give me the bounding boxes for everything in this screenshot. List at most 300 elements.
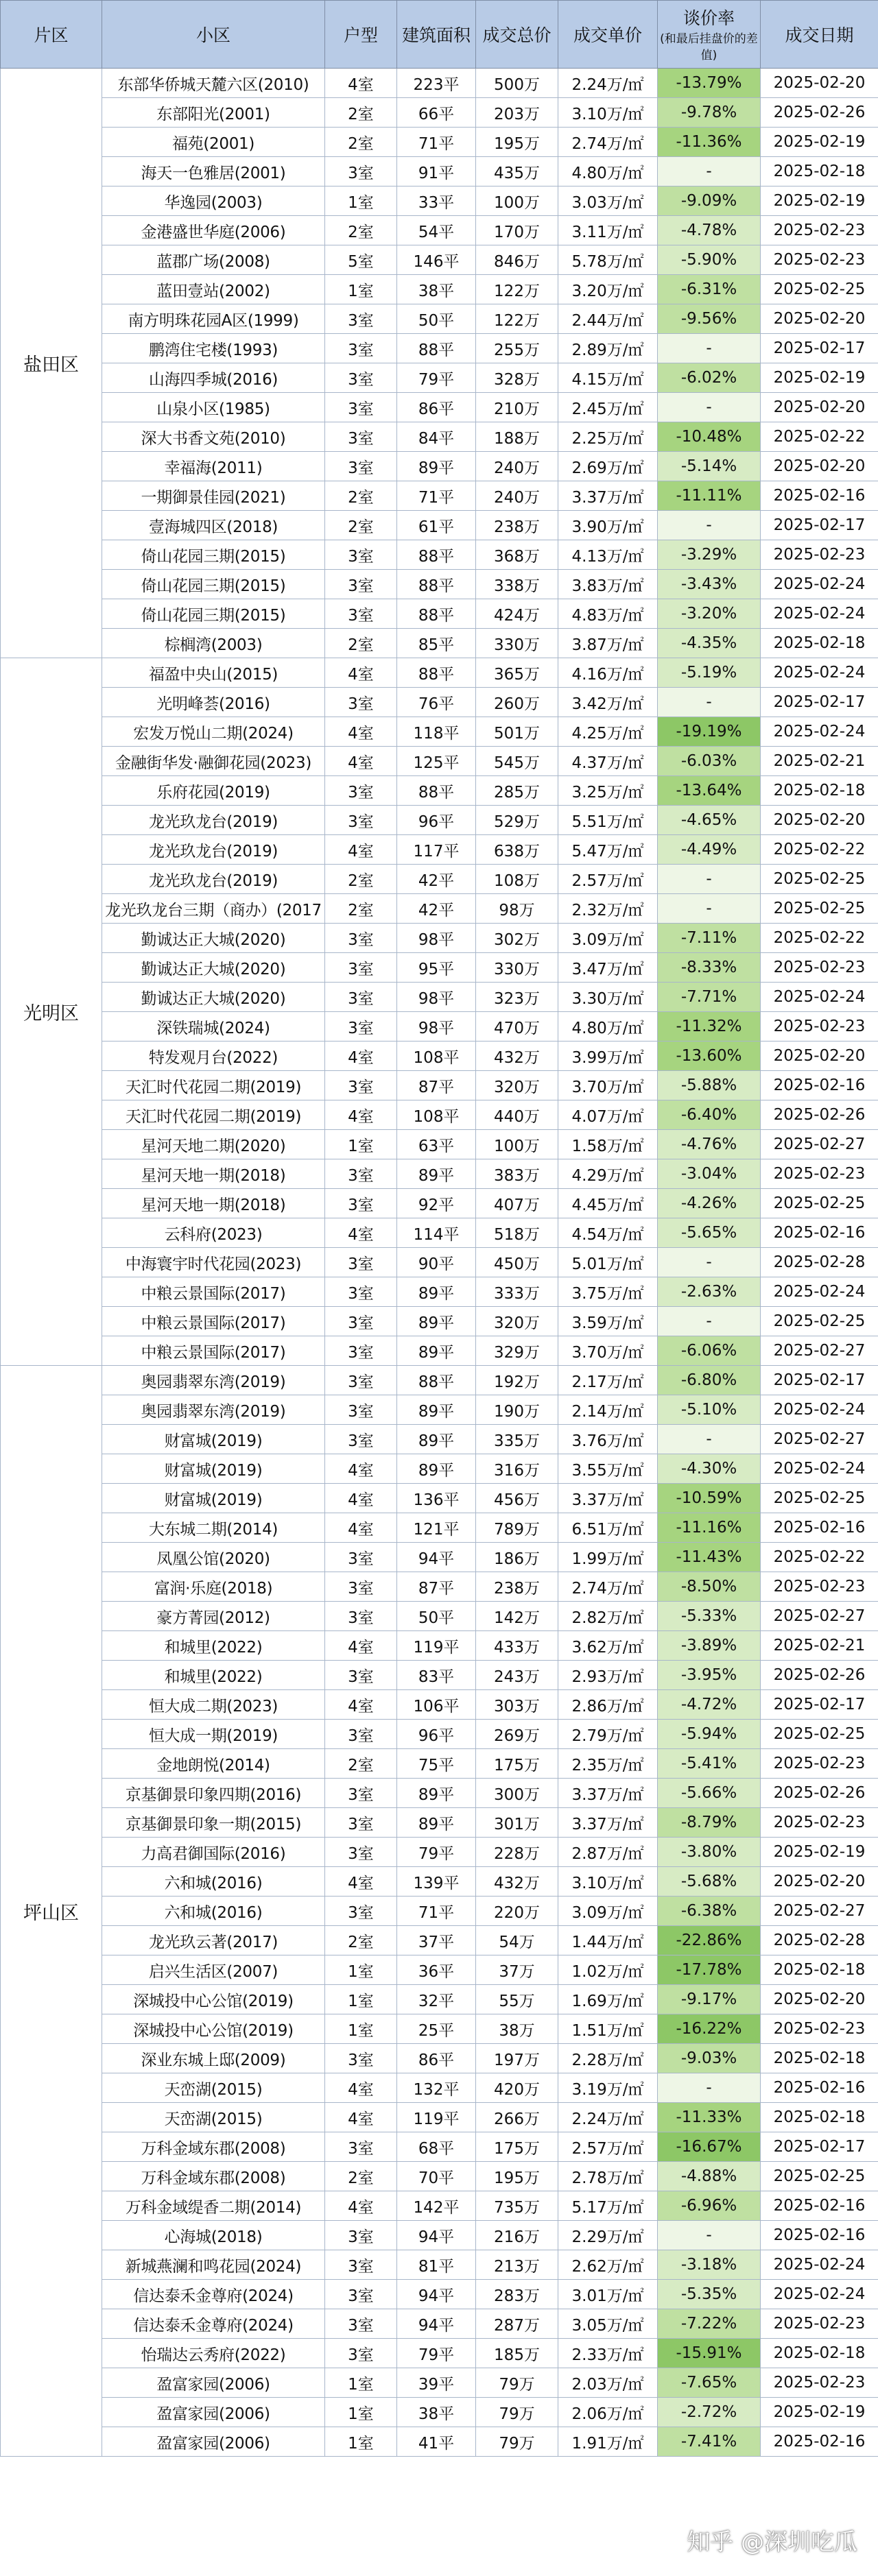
discount-cell: -13.64%: [658, 776, 761, 806]
discount-cell: -13.60%: [658, 1042, 761, 1071]
date-cell: 2025-02-24: [761, 717, 878, 747]
total-cell: 269万: [476, 1720, 558, 1749]
discount-cell: -8.79%: [658, 1808, 761, 1838]
name-cell: 华逸园(2003): [102, 186, 325, 216]
size-cell: 106平: [397, 1690, 476, 1720]
discount-cell: -9.56%: [658, 304, 761, 334]
unit-cell: 2.24万/㎡: [558, 69, 658, 98]
unit-cell: 2.25万/㎡: [558, 422, 658, 452]
name-cell: 深城投中心公馆(2019): [102, 1985, 325, 2014]
size-cell: 119平: [397, 2103, 476, 2132]
discount-cell: -5.65%: [658, 1218, 761, 1248]
table-row: [1, 1277, 878, 1307]
date-cell: 2025-02-18: [761, 2339, 878, 2368]
date-cell: 2025-02-23: [761, 2368, 878, 2398]
discount-cell: -6.06%: [658, 1336, 761, 1366]
total-cell: 285万: [476, 776, 558, 806]
name-cell: 南方明珠花园A区(1999): [102, 304, 325, 334]
header-discount-note: (和最后挂盘价的差值): [660, 32, 758, 62]
discount-cell: -3.89%: [658, 1631, 761, 1661]
date-cell: 2025-02-22: [761, 924, 878, 953]
name-cell: 东部阳光(2001): [102, 98, 325, 128]
size-cell: 36平: [397, 1955, 476, 1985]
name-cell: 东部华侨城天麓六区(2010): [102, 69, 325, 98]
size-cell: 98平: [397, 1012, 476, 1042]
table-row: [1, 1248, 878, 1277]
size-cell: 37平: [397, 1926, 476, 1955]
name-cell: 六和城(2016): [102, 1867, 325, 1897]
date-cell: 2025-02-20: [761, 393, 878, 422]
table-row: [1, 1661, 878, 1690]
date-cell: 2025-02-25: [761, 1189, 878, 1218]
total-cell: 545万: [476, 747, 558, 776]
total-cell: 335万: [476, 1425, 558, 1454]
size-cell: 87平: [397, 1071, 476, 1100]
table-row: [1, 1985, 878, 2014]
table-row: [1, 1897, 878, 1926]
name-cell: 深铁瑞城(2024): [102, 1012, 325, 1042]
type-cell: 1室: [325, 2427, 397, 2457]
total-cell: 500万: [476, 69, 558, 98]
type-cell: 2室: [325, 1926, 397, 1955]
unit-cell: 3.05万/㎡: [558, 2309, 658, 2339]
table-row: [1, 2339, 878, 2368]
size-cell: 136平: [397, 1484, 476, 1513]
name-cell: 深大书香文苑(2010): [102, 422, 325, 452]
unit-cell: 6.51万/㎡: [558, 1513, 658, 1543]
table-row: [1, 2280, 878, 2309]
size-cell: 79平: [397, 1838, 476, 1867]
name-cell: 财富城(2019): [102, 1425, 325, 1454]
table-row: [1, 776, 878, 806]
date-cell: 2025-02-18: [761, 157, 878, 186]
name-cell: 恒大成一期(2019): [102, 1720, 325, 1749]
name-cell: 壹海城四区(2018): [102, 511, 325, 540]
total-cell: 456万: [476, 1484, 558, 1513]
discount-cell: -2.72%: [658, 2398, 761, 2427]
total-cell: 100万: [476, 186, 558, 216]
date-cell: 2025-02-16: [761, 481, 878, 511]
total-cell: 301万: [476, 1808, 558, 1838]
size-cell: 88平: [397, 334, 476, 363]
unit-cell: 3.19万/㎡: [558, 2073, 658, 2103]
unit-cell: 2.33万/㎡: [558, 2339, 658, 2368]
discount-cell: -: [658, 1307, 761, 1336]
date-cell: 2025-02-16: [761, 2221, 878, 2250]
date-cell: 2025-02-25: [761, 1720, 878, 1749]
total-cell: 238万: [476, 1572, 558, 1602]
type-cell: 3室: [325, 1602, 397, 1631]
unit-cell: 2.62万/㎡: [558, 2250, 658, 2280]
table-row: [1, 2309, 878, 2339]
type-cell: 3室: [325, 1307, 397, 1336]
size-cell: 25平: [397, 2014, 476, 2044]
type-cell: 3室: [325, 2044, 397, 2073]
unit-cell: 3.10万/㎡: [558, 98, 658, 128]
name-cell: 福苑(2001): [102, 128, 325, 157]
name-cell: 幸福海(2011): [102, 452, 325, 481]
total-cell: 529万: [476, 806, 558, 835]
unit-cell: 2.74万/㎡: [558, 128, 658, 157]
name-cell: 万科金域东郡(2008): [102, 2132, 325, 2162]
date-cell: 2025-02-16: [761, 1218, 878, 1248]
unit-cell: 4.25万/㎡: [558, 717, 658, 747]
unit-cell: 5.17万/㎡: [558, 2191, 658, 2221]
date-cell: 2025-02-24: [761, 2250, 878, 2280]
discount-cell: -9.78%: [658, 98, 761, 128]
unit-cell: 3.30万/㎡: [558, 983, 658, 1012]
type-cell: 5室: [325, 245, 397, 275]
total-cell: 320万: [476, 1071, 558, 1100]
date-cell: 2025-02-27: [761, 1602, 878, 1631]
size-cell: 71平: [397, 481, 476, 511]
name-cell: 京基御景印象四期(2016): [102, 1779, 325, 1808]
name-cell: 信达泰禾金尊府(2024): [102, 2280, 325, 2309]
type-cell: 1室: [325, 186, 397, 216]
discount-cell: -10.59%: [658, 1484, 761, 1513]
discount-cell: -5.14%: [658, 452, 761, 481]
unit-cell: 4.07万/㎡: [558, 1100, 658, 1130]
discount-cell: -11.16%: [658, 1513, 761, 1543]
table-row: [1, 275, 878, 304]
size-cell: 96平: [397, 806, 476, 835]
name-cell: 盈富家园(2006): [102, 2427, 325, 2457]
total-cell: 420万: [476, 2073, 558, 2103]
header-discount: [658, 1, 761, 69]
type-cell: 3室: [325, 688, 397, 717]
unit-cell: 2.74万/㎡: [558, 1572, 658, 1602]
date-cell: 2025-02-24: [761, 1454, 878, 1484]
date-cell: 2025-02-17: [761, 334, 878, 363]
unit-cell: 3.83万/㎡: [558, 570, 658, 599]
discount-cell: -3.20%: [658, 599, 761, 629]
total-cell: 220万: [476, 1897, 558, 1926]
table-row: [1, 1130, 878, 1159]
type-cell: 3室: [325, 1543, 397, 1572]
discount-cell: -5.88%: [658, 1071, 761, 1100]
table-row: [1, 1749, 878, 1779]
discount-cell: -4.35%: [658, 629, 761, 658]
date-cell: 2025-02-28: [761, 1248, 878, 1277]
size-cell: 89平: [397, 1159, 476, 1189]
name-cell: 星河天地一期(2018): [102, 1189, 325, 1218]
name-cell: 蓝田壹站(2002): [102, 275, 325, 304]
name-cell: 光明峰荟(2016): [102, 688, 325, 717]
type-cell: 3室: [325, 2339, 397, 2368]
table-row: [1, 245, 878, 275]
total-cell: 283万: [476, 2280, 558, 2309]
unit-cell: 5.78万/㎡: [558, 245, 658, 275]
discount-cell: -: [658, 393, 761, 422]
total-cell: 79万: [476, 2398, 558, 2427]
discount-cell: -22.86%: [658, 1926, 761, 1955]
table-row: [1, 1042, 878, 1071]
total-cell: 170万: [476, 216, 558, 245]
unit-cell: 4.54万/㎡: [558, 1218, 658, 1248]
date-cell: 2025-02-20: [761, 1867, 878, 1897]
unit-cell: 3.03万/㎡: [558, 186, 658, 216]
size-cell: 91平: [397, 157, 476, 186]
total-cell: 320万: [476, 1307, 558, 1336]
type-cell: 3室: [325, 452, 397, 481]
table-row: [1, 334, 878, 363]
table-row: [1, 1307, 878, 1336]
type-cell: 3室: [325, 393, 397, 422]
unit-cell: 3.87万/㎡: [558, 629, 658, 658]
total-cell: 518万: [476, 1218, 558, 1248]
discount-cell: -6.38%: [658, 1897, 761, 1926]
name-cell: 勤诚达正大城(2020): [102, 953, 325, 983]
table-row: [1, 1690, 878, 1720]
table-row: [1, 2250, 878, 2280]
date-cell: 2025-02-24: [761, 2280, 878, 2309]
type-cell: 3室: [325, 1071, 397, 1100]
size-cell: 83平: [397, 1661, 476, 1690]
name-cell: 乐府花园(2019): [102, 776, 325, 806]
type-cell: 2室: [325, 894, 397, 924]
unit-cell: 2.44万/㎡: [558, 304, 658, 334]
date-cell: 2025-02-17: [761, 1366, 878, 1395]
discount-cell: -: [658, 1248, 761, 1277]
total-cell: 195万: [476, 2162, 558, 2191]
discount-cell: -: [658, 865, 761, 894]
unit-cell: 2.87万/㎡: [558, 1838, 658, 1867]
name-cell: 倚山花园三期(2015): [102, 599, 325, 629]
type-cell: 4室: [325, 835, 397, 865]
name-cell: 盈富家园(2006): [102, 2398, 325, 2427]
discount-cell: -5.68%: [658, 1867, 761, 1897]
name-cell: 中海寰宇时代花园(2023): [102, 1248, 325, 1277]
discount-cell: -5.35%: [658, 2280, 761, 2309]
name-cell: 特发观月台(2022): [102, 1042, 325, 1071]
size-cell: 70平: [397, 2162, 476, 2191]
discount-cell: -7.65%: [658, 2368, 761, 2398]
name-cell: 星河天地二期(2020): [102, 1130, 325, 1159]
size-cell: 94平: [397, 2221, 476, 2250]
date-cell: 2025-02-23: [761, 245, 878, 275]
discount-cell: -4.65%: [658, 806, 761, 835]
table-row: [1, 69, 878, 98]
name-cell: 财富城(2019): [102, 1484, 325, 1513]
date-cell: 2025-02-23: [761, 953, 878, 983]
type-cell: 2室: [325, 216, 397, 245]
date-cell: 2025-02-20: [761, 1985, 878, 2014]
date-cell: 2025-02-24: [761, 1395, 878, 1425]
unit-cell: 4.37万/㎡: [558, 747, 658, 776]
name-cell: 深城投中心公馆(2019): [102, 2014, 325, 2044]
type-cell: 4室: [325, 1100, 397, 1130]
total-cell: 330万: [476, 629, 558, 658]
total-cell: 175万: [476, 1749, 558, 1779]
date-cell: 2025-02-17: [761, 2132, 878, 2162]
size-cell: 88平: [397, 570, 476, 599]
name-cell: 天汇时代花园二期(2019): [102, 1071, 325, 1100]
size-cell: 88平: [397, 599, 476, 629]
total-cell: 122万: [476, 304, 558, 334]
discount-cell: -4.78%: [658, 216, 761, 245]
name-cell: 心海城(2018): [102, 2221, 325, 2250]
unit-cell: 3.59万/㎡: [558, 1307, 658, 1336]
size-cell: 89平: [397, 1454, 476, 1484]
discount-cell: -7.41%: [658, 2427, 761, 2457]
unit-cell: 1.44万/㎡: [558, 1926, 658, 1955]
size-cell: 63平: [397, 1130, 476, 1159]
unit-cell: 3.37万/㎡: [558, 1484, 658, 1513]
type-cell: 1室: [325, 1130, 397, 1159]
discount-cell: -13.79%: [658, 69, 761, 98]
discount-cell: -3.80%: [658, 1838, 761, 1867]
type-cell: 4室: [325, 1042, 397, 1071]
unit-cell: 2.32万/㎡: [558, 894, 658, 924]
date-cell: 2025-02-18: [761, 2044, 878, 2073]
date-cell: 2025-02-23: [761, 1159, 878, 1189]
size-cell: 90平: [397, 1248, 476, 1277]
type-cell: 2室: [325, 629, 397, 658]
size-cell: 89平: [397, 1779, 476, 1808]
date-cell: 2025-02-23: [761, 2309, 878, 2339]
table-row: [1, 835, 878, 865]
discount-cell: -4.49%: [658, 835, 761, 865]
name-cell: 启兴生活区(2007): [102, 1955, 325, 1985]
size-cell: 89平: [397, 1395, 476, 1425]
table-row: [1, 363, 878, 393]
total-cell: 450万: [476, 1248, 558, 1277]
type-cell: 3室: [325, 806, 397, 835]
name-cell: 龙光玖龙台(2019): [102, 806, 325, 835]
type-cell: 4室: [325, 717, 397, 747]
table-row: [1, 1513, 878, 1543]
unit-cell: 1.51万/㎡: [558, 2014, 658, 2044]
type-cell: 3室: [325, 1808, 397, 1838]
total-cell: 108万: [476, 865, 558, 894]
type-cell: 3室: [325, 1248, 397, 1277]
unit-cell: 3.09万/㎡: [558, 924, 658, 953]
unit-cell: 2.89万/㎡: [558, 334, 658, 363]
discount-cell: -: [658, 511, 761, 540]
total-cell: 38万: [476, 2014, 558, 2044]
type-cell: 1室: [325, 1985, 397, 2014]
size-cell: 118平: [397, 717, 476, 747]
total-cell: 195万: [476, 128, 558, 157]
size-cell: 66平: [397, 98, 476, 128]
unit-cell: 5.01万/㎡: [558, 1248, 658, 1277]
district-cell: 盐田区: [1, 69, 102, 658]
table-row: [1, 1572, 878, 1602]
size-cell: 114平: [397, 1218, 476, 1248]
date-cell: 2025-02-23: [761, 1808, 878, 1838]
date-cell: 2025-02-24: [761, 599, 878, 629]
name-cell: 京基御景印象一期(2015): [102, 1808, 325, 1838]
type-cell: 3室: [325, 2280, 397, 2309]
type-cell: 3室: [325, 1779, 397, 1808]
name-cell: 恒大成二期(2023): [102, 1690, 325, 1720]
discount-cell: -: [658, 157, 761, 186]
total-cell: 240万: [476, 481, 558, 511]
total-cell: 432万: [476, 1867, 558, 1897]
total-cell: 54万: [476, 1926, 558, 1955]
name-cell: 凤凰公馆(2020): [102, 1543, 325, 1572]
type-cell: 1室: [325, 275, 397, 304]
name-cell: 财富城(2019): [102, 1454, 325, 1484]
size-cell: 88平: [397, 1366, 476, 1395]
discount-cell: -15.91%: [658, 2339, 761, 2368]
total-cell: 407万: [476, 1189, 558, 1218]
name-cell: 福盈中央山(2015): [102, 658, 325, 688]
discount-cell: -5.41%: [658, 1749, 761, 1779]
discount-cell: -16.22%: [658, 2014, 761, 2044]
table-row: [1, 1218, 878, 1248]
date-cell: 2025-02-27: [761, 1336, 878, 1366]
type-cell: 4室: [325, 2103, 397, 2132]
type-cell: 3室: [325, 1838, 397, 1867]
size-cell: 39平: [397, 2368, 476, 2398]
type-cell: 3室: [325, 1189, 397, 1218]
table-row: [1, 452, 878, 481]
table-row: [1, 2103, 878, 2132]
type-cell: 4室: [325, 1484, 397, 1513]
discount-cell: -5.90%: [658, 245, 761, 275]
total-cell: 186万: [476, 1543, 558, 1572]
discount-cell: -: [658, 894, 761, 924]
discount-cell: -3.95%: [658, 1661, 761, 1690]
unit-cell: 1.69万/㎡: [558, 1985, 658, 2014]
table-row: [1, 1425, 878, 1454]
size-cell: 38平: [397, 2398, 476, 2427]
unit-cell: 2.57万/㎡: [558, 865, 658, 894]
unit-cell: 4.80万/㎡: [558, 1012, 658, 1042]
table-row: [1, 1779, 878, 1808]
size-cell: 32平: [397, 1985, 476, 2014]
unit-cell: 3.55万/㎡: [558, 1454, 658, 1484]
unit-cell: 2.03万/㎡: [558, 2368, 658, 2398]
name-cell: 鹏湾住宅楼(1993): [102, 334, 325, 363]
discount-cell: -10.48%: [658, 422, 761, 452]
date-cell: 2025-02-18: [761, 1955, 878, 1985]
size-cell: 125平: [397, 747, 476, 776]
total-cell: 368万: [476, 540, 558, 570]
table-body: [1, 69, 878, 2457]
date-cell: 2025-02-22: [761, 422, 878, 452]
discount-cell: -4.88%: [658, 2162, 761, 2191]
total-cell: 316万: [476, 1454, 558, 1484]
total-cell: 122万: [476, 275, 558, 304]
total-cell: 79万: [476, 2427, 558, 2457]
date-cell: 2025-02-20: [761, 806, 878, 835]
type-cell: 2室: [325, 511, 397, 540]
total-cell: 638万: [476, 835, 558, 865]
table-row: [1, 1071, 878, 1100]
unit-cell: 4.45万/㎡: [558, 1189, 658, 1218]
table-row: [1, 2368, 878, 2398]
table-row: [1, 1602, 878, 1631]
unit-cell: 4.29万/㎡: [558, 1159, 658, 1189]
size-cell: 68平: [397, 2132, 476, 2162]
unit-cell: 2.28万/㎡: [558, 2044, 658, 2073]
date-cell: 2025-02-24: [761, 1277, 878, 1307]
total-cell: 323万: [476, 983, 558, 1012]
total-cell: 435万: [476, 157, 558, 186]
size-cell: 108平: [397, 1100, 476, 1130]
date-cell: 2025-02-24: [761, 570, 878, 599]
discount-cell: -11.11%: [658, 481, 761, 511]
total-cell: 190万: [476, 1395, 558, 1425]
table-row: [1, 924, 878, 953]
name-cell: 盈富家园(2006): [102, 2368, 325, 2398]
name-cell: 龙光玖龙台(2019): [102, 835, 325, 865]
type-cell: 4室: [325, 69, 397, 98]
total-cell: 287万: [476, 2309, 558, 2339]
unit-cell: 5.51万/㎡: [558, 806, 658, 835]
